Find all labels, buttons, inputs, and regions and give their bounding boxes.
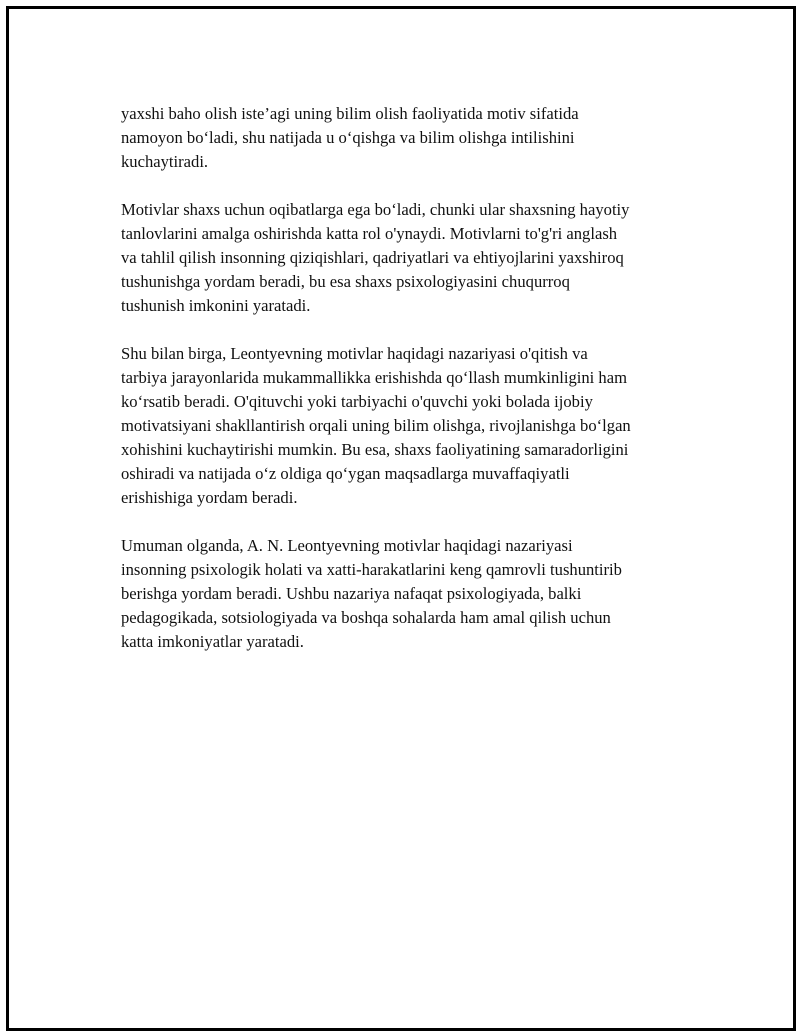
- text-line: Shu bilan birga, Leontyevning motivlar haqidagi nazariyasi o'qitish va: [121, 344, 588, 363]
- text-line: pedagogikada, sotsiologiyada va boshqa sohalarda ham amal qilish uchun: [121, 608, 611, 627]
- text-line: kuchaytiradi.: [121, 152, 209, 171]
- text-line: Motivlar shaxs uchun oqibatlarga ega bo‘ladi, chunki ular shaxsning hayotiy: [121, 200, 630, 219]
- document-body: [121, 102, 701, 678]
- paragraph-3: [121, 342, 701, 510]
- text-line: namoyon bo‘ladi, shu natijada u o‘qishga va bilim olishga intilishini: [121, 128, 575, 147]
- text-line: tushunish imkonini yaratadi.: [121, 296, 311, 315]
- paragraph-1: [121, 102, 701, 174]
- text-line: katta imkoniyatlar yaratadi.: [121, 632, 304, 651]
- text-line: berishga yordam beradi. Ushbu nazariya nafaqat psixologiyada, balki: [121, 584, 582, 603]
- text-line: erishishiga yordam beradi.: [121, 488, 298, 507]
- text-line: tanlovlarini amalga oshirishda katta rol o'ynaydi. Motivlarni to'g'ri anglash: [121, 224, 618, 243]
- text-line: Umuman olganda, A. N. Leontyevning motivlar haqidagi nazariyasi: [121, 536, 573, 555]
- text-line: tushunishga yordam beradi, bu esa shaxs psixologiyasini chuqurroq: [121, 272, 570, 291]
- text-line: insonning psixologik holati va xatti-harakatlarini keng qamrovli tushuntirib: [121, 560, 622, 579]
- text-line: motivatsiyani shakllantirish orqali uning bilim olishga, rivojlanishga bo‘lgan: [121, 416, 631, 435]
- page-frame: [6, 6, 796, 1031]
- text-line: va tahlil qilish insonning qiziqishlari, qadriyatlari va ehtiyojlarini yaxshiroq: [121, 248, 624, 267]
- text-line: tarbiya jarayonlarida mukammallikka erishishda qo‘llash mumkinligini ham: [121, 368, 627, 387]
- text-line: ko‘rsatib beradi. O'qituvchi yoki tarbiyachi o'quvchi yoki bolada ijobiy: [121, 392, 593, 411]
- paragraph-4: [121, 534, 701, 654]
- text-line: xohishini kuchaytirishi mumkin. Bu esa, shaxs faoliyatining samaradorligini: [121, 440, 629, 459]
- text-line: oshiradi va natijada o‘z oldiga qo‘ygan maqsadlarga muvaffaqiyatli: [121, 464, 570, 483]
- paragraph-2: [121, 198, 701, 318]
- text-line: yaxshi baho olish iste’agi uning bilim olish faoliyatida motiv sifatida: [121, 104, 579, 123]
